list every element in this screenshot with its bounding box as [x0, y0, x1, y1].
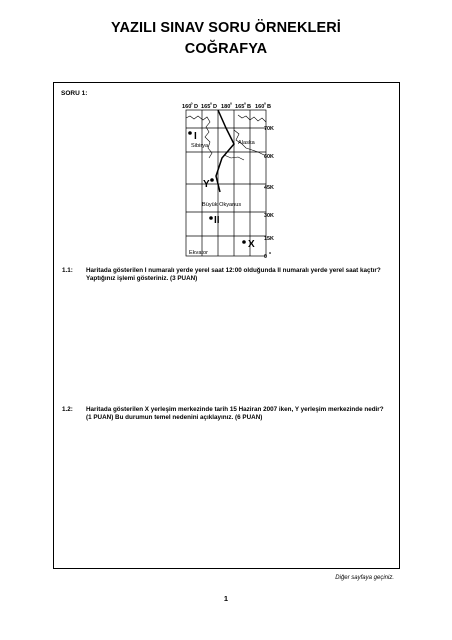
map-lon-label: D [194, 104, 199, 110]
marker-dot-x [242, 240, 246, 244]
map-lat-label: o [269, 251, 272, 255]
map-grid [186, 110, 266, 256]
map-lon-label: 165 [235, 104, 245, 110]
map-lon-label: 180 [221, 104, 231, 110]
question-text: Haritada gösterilen I numaralı yerde yerel saat 12:00 olduğunda II numaralı yerde yerel saat kaçtır? Yaptığınız işlemi gösteriniz. (3 PUAN) [86, 267, 381, 283]
siberia-label: Sibirya [191, 143, 209, 149]
map-svg [176, 100, 272, 266]
marker-label-x: X [248, 239, 255, 250]
marker-dot-y [210, 178, 214, 182]
ocean-label: Büyük Okyanus [202, 202, 242, 208]
map-lat-label: K [270, 236, 274, 242]
map-lat-label: K [270, 185, 274, 191]
alaska-label: Alaska [238, 140, 255, 146]
map-degree-sign: o [230, 101, 232, 106]
map-lon-label: 160 [182, 104, 192, 110]
map-degree-sign: o [264, 101, 266, 106]
map-lat-label: 45 [264, 185, 270, 191]
equator-label: Ekvator [189, 250, 208, 256]
marker-label-y: Y [203, 179, 210, 190]
map-figure [176, 100, 272, 266]
map-degree-sign: o [190, 101, 193, 106]
marker-dot-two [209, 216, 213, 220]
question-number: 1.1: [62, 267, 73, 274]
map-lon-label: B [267, 104, 272, 110]
map-degree-sign: o [210, 101, 212, 106]
map-lat-label: 70 [264, 126, 270, 132]
map-lon-label: 165 [201, 104, 211, 110]
map-lon-label: B [247, 104, 252, 110]
map-lat-label: 15 [264, 236, 270, 242]
page-subtitle: COĞRAFYA [184, 41, 268, 57]
map-lat-label: K [270, 126, 274, 132]
page-title: YAZILI SINAV SORU ÖRNEKLERİ [111, 20, 341, 36]
date-line [216, 110, 234, 192]
marker-dot-one [188, 131, 192, 135]
map-lat-label: 30 [264, 213, 270, 219]
map-lat-label: K [270, 213, 274, 219]
map-lat-label: K [270, 154, 274, 160]
map-lat-label: 0 [264, 254, 267, 260]
page-number: 1 [223, 594, 229, 603]
question-label: SORU 1: [61, 90, 88, 97]
map-degree-sign: o [244, 101, 246, 106]
question-number: 1.2: [62, 406, 73, 413]
map-lat-label: 60 [264, 154, 270, 160]
map-lon-label: D [213, 104, 218, 110]
next-page-note: Diğer sayfaya geçiniz. [335, 575, 394, 581]
marker-label-one: I [194, 131, 197, 142]
marker-label-two: II [214, 215, 220, 226]
map-lon-label: 160 [255, 104, 265, 110]
question-text: Haritada gösterilen X yerleşim merkezinde tarih 15 Haziran 2007 iken, Y yerleşim merkezinde nedir? (1 PUAN) Bu durumun temel nedenini açıklayınız. (6 PUAN) [86, 406, 384, 422]
